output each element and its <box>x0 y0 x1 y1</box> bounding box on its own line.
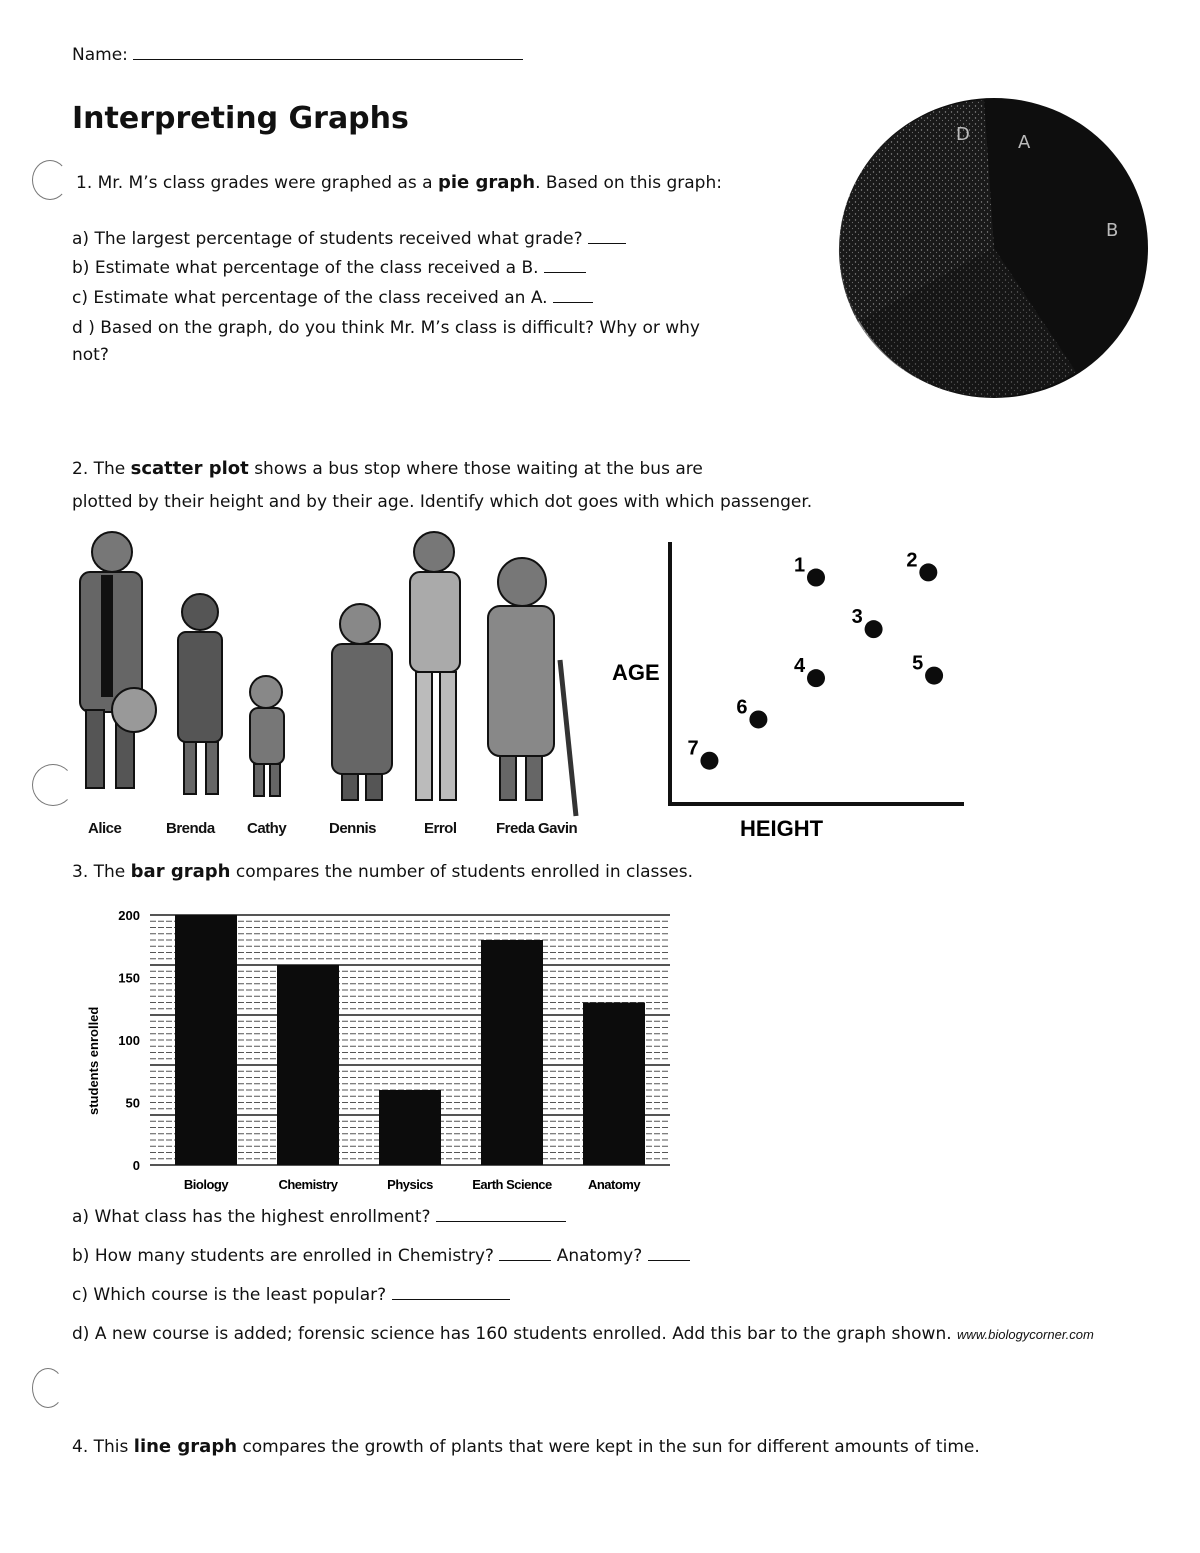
q3-d: d) A new course is added; forensic science has 160 students enrolled. Add this bar to the graph shown. www.biologycorner.com <box>72 1324 1094 1344</box>
bar-x-tick-label: Biology <box>183 1177 229 1192</box>
q3-prompt: 3. The bar graph compares the number of students enrolled in classes. <box>72 861 693 882</box>
bar-y-tick-label: 200 <box>118 908 140 923</box>
q3-c: c) Which course is the least popular? <box>72 1284 510 1306</box>
q1-a: a) The largest percentage of students received what grade? <box>72 228 626 250</box>
q3-a: a) What class has the highest enrollment? <box>72 1206 566 1228</box>
q1-d-line2: not? <box>72 345 109 365</box>
bar-y-axis-label: students enrolled <box>86 1006 101 1115</box>
bar-x-tick-label: Earth Science <box>472 1177 552 1192</box>
scatter-x-label: HEIGHT <box>740 816 824 841</box>
scatter-point-label: 6 <box>736 696 748 719</box>
scatter-point-3 <box>865 620 883 638</box>
q3-a-blank[interactable] <box>436 1207 566 1222</box>
q3-keyword: bar graph <box>130 861 231 882</box>
name-row <box>72 44 523 66</box>
scatter-plot <box>600 530 980 850</box>
person-figure-dennis <box>332 604 392 800</box>
q2-prompt-line1: 2. The scatter plot shows a bus stop where those waiting at the bus are <box>72 458 703 479</box>
person-figure-brenda <box>178 594 222 794</box>
person-label-brenda: Brenda <box>166 820 215 837</box>
scatter-y-label: AGE <box>612 660 660 685</box>
bar-y-tick-label: 0 <box>132 1158 140 1173</box>
name-blank[interactable] <box>133 45 523 60</box>
scatter-point-label: 3 <box>851 606 863 629</box>
q4-prompt: 4. This line graph compares the growth of plants that were kept in the sun for different amounts of time. <box>72 1436 980 1457</box>
q1-c-blank[interactable] <box>553 288 593 303</box>
person-figure-freda <box>488 558 576 816</box>
person-figure-alice <box>80 532 156 788</box>
name-label: Name: <box>72 45 128 65</box>
scatter-point-7 <box>700 752 718 770</box>
scatter-point-5 <box>925 667 943 685</box>
bar-earth-science <box>481 940 543 1165</box>
passenger-illustrations <box>60 520 620 840</box>
pie-graph <box>836 92 1152 404</box>
page-title: Interpreting Graphs <box>72 101 409 136</box>
q1-d-line1: d ) Based on the graph, do you think Mr. M’s class is difficult? Why or why <box>72 318 700 338</box>
q1-b: b) Estimate what percentage of the class received a B. <box>72 257 586 279</box>
q2-keyword: scatter plot <box>130 458 249 479</box>
q3-c-blank[interactable] <box>392 1285 510 1300</box>
q3-b-anatomy-blank[interactable] <box>648 1246 690 1261</box>
scatter-point-label: 4 <box>794 655 806 678</box>
bar-y-tick-label: 150 <box>118 970 140 986</box>
pie-label-b: B <box>1106 220 1119 241</box>
person-label-freda-gavin: Freda Gavin <box>496 820 578 837</box>
bar-y-tick-label: 50 <box>125 1095 140 1111</box>
q1-prompt: 1. Mr. M’s class grades were graphed as a pie graph. Based on this graph: <box>76 172 722 193</box>
pie-label-a: A <box>1018 132 1031 153</box>
bar-physics <box>379 1090 441 1165</box>
bar-biology <box>175 915 237 1165</box>
q2-prompt-line2: plotted by their height and by their age. Identify which dot goes with which passenger. <box>72 492 813 512</box>
bar-x-tick-label: Physics <box>387 1177 433 1192</box>
q1-a-blank[interactable] <box>588 229 626 244</box>
bar-anatomy <box>583 1003 645 1166</box>
person-figure-errol <box>410 532 460 800</box>
q1-b-blank[interactable] <box>544 258 586 273</box>
bar-x-tick-label: Anatomy <box>587 1177 641 1192</box>
person-label-alice: Alice <box>88 820 122 837</box>
bar-x-tick-label: Chemistry <box>278 1177 338 1192</box>
bar-y-tick-label: 100 <box>118 1033 140 1048</box>
q1-c: c) Estimate what percentage of the class received an A. <box>72 287 593 309</box>
bar-graph <box>80 900 680 1200</box>
hole-punch-mark <box>32 1368 64 1408</box>
scatter-point-6 <box>749 710 767 728</box>
bar-chemistry <box>277 965 339 1165</box>
scatter-point-label: 2 <box>906 549 918 572</box>
person-label-dennis: Dennis <box>329 820 377 837</box>
q1-keyword: pie graph <box>437 172 536 193</box>
scatter-point-label: 5 <box>912 652 924 675</box>
scatter-point-1 <box>807 569 825 587</box>
scatter-point-2 <box>919 563 937 581</box>
person-label-errol: Errol <box>424 820 457 837</box>
person-figure-cathy <box>250 676 284 796</box>
q3-b: b) How many students are enrolled in Chemistry? Anatomy? <box>72 1245 690 1267</box>
credit-url: www.biologycorner.com <box>957 1327 1094 1342</box>
scatter-point-label: 7 <box>687 737 699 760</box>
scatter-point-label: 1 <box>794 554 806 577</box>
scatter-point-4 <box>807 669 825 687</box>
hole-punch-mark <box>32 160 68 200</box>
q3-b-chem-blank[interactable] <box>499 1246 551 1261</box>
person-label-cathy: Cathy <box>247 820 287 837</box>
pie-label-d: D <box>956 124 970 145</box>
q4-keyword: line graph <box>133 1436 238 1457</box>
